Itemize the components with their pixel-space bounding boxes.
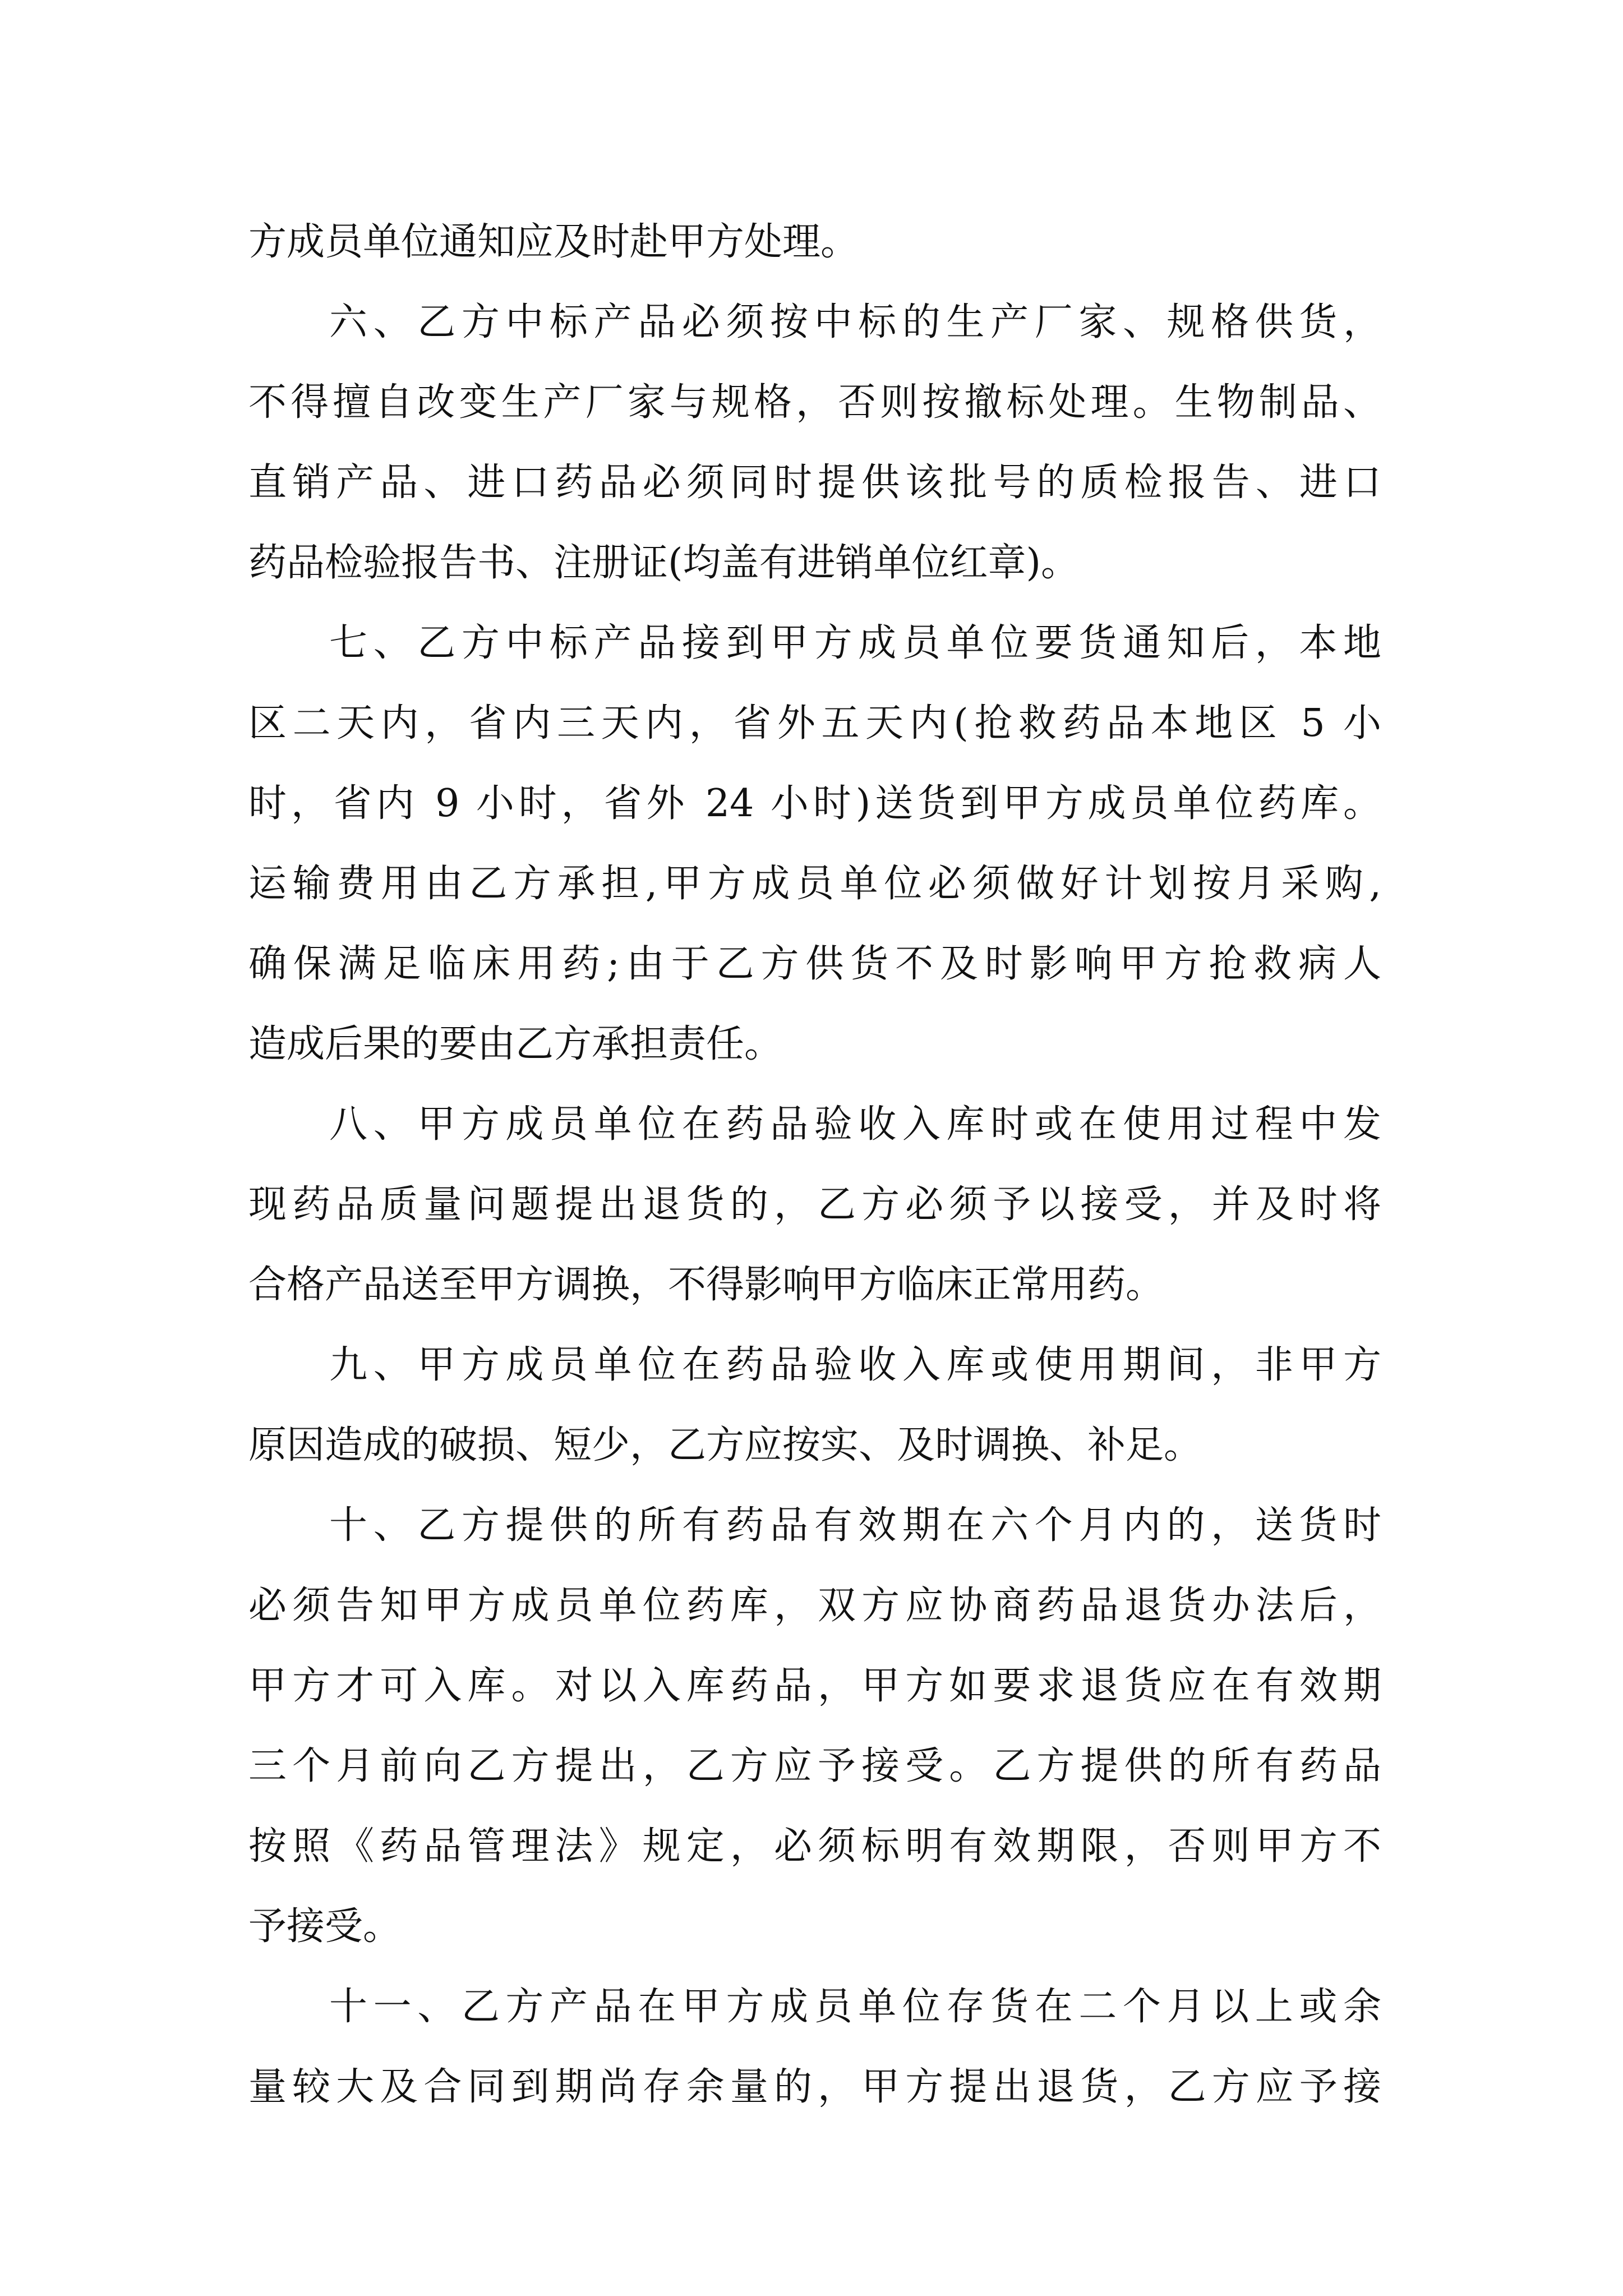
- text-line: 造成后果的要由乙方承担责任。: [248, 1022, 783, 1066]
- paragraph-7-line: 七、乙方中标产品接到甲方成员单位要货通知后，本地: [329, 621, 1381, 665]
- text-line: 药品检验报告书、注册证(均盖有进销单位红章)。: [248, 541, 1080, 585]
- text-line: 甲方才可入库。对以入库药品，甲方如要求退货应在有效期: [248, 1664, 1381, 1708]
- text-line: 必须告知甲方成员单位药库，双方应协商药品退货办法后，: [248, 1584, 1381, 1628]
- text-line: 不得擅自改变生产厂家与规格，否则按撤标处理。生物制品、: [248, 380, 1381, 425]
- text-line: 予接受。: [248, 1904, 402, 1949]
- text-line: 原因造成的破损、短少，乙方应按实、及时调换、补足。: [248, 1423, 1202, 1467]
- paragraph-8-line: 八、甲方成员单位在药品验收入库时或在使用过程中发: [329, 1102, 1381, 1147]
- text-line: 运输费用由乙方承担,甲方成员单位必须做好计划按月采购,: [248, 862, 1381, 906]
- text-line: 确保满足临床用药;由于乙方供货不及时影响甲方抢救病人: [248, 942, 1381, 986]
- text-line: 合格产品送至甲方调换，不得影响甲方临床正常用药。: [248, 1263, 1164, 1307]
- text-line: 按照《药品管理法》规定，必须标明有效期限，否则甲方不: [248, 1824, 1381, 1869]
- text-line: 区二天内，省内三天内，省外五天内(抢救药品本地区 5 小: [248, 701, 1381, 746]
- text-line: 现药品质量问题提出退货的，乙方必须予以接受，并及时将: [248, 1182, 1381, 1227]
- text-line: 量较大及合同到期尚存余量的，甲方提出退货，乙方应予接: [248, 2065, 1381, 2109]
- text-line: 直销产品、进口药品必须同时提供该批号的质检报告、进口: [248, 461, 1381, 505]
- document-body: [248, 209, 1381, 2134]
- paragraph-9-line: 九、甲方成员单位在药品验收入库或使用期间，非甲方: [329, 1343, 1381, 1387]
- text-line: 方成员单位通知应及时赴甲方处理。: [248, 220, 859, 264]
- text-line: 时，省内 9 小时，省外 24 小时)送货到甲方成员单位药库。: [248, 781, 1381, 826]
- paragraph-6-line: 六、乙方中标产品必须按中标的生产厂家、规格供货，: [329, 300, 1381, 344]
- paragraph-10-line: 十、乙方提供的所有药品有效期在六个月内的，送货时: [329, 1503, 1381, 1548]
- paragraph-11-line: 十一、乙方产品在甲方成员单位存货在二个月以上或余: [329, 1985, 1381, 2029]
- text-line: 三个月前向乙方提出，乙方应予接受。乙方提供的所有药品: [248, 1744, 1381, 1788]
